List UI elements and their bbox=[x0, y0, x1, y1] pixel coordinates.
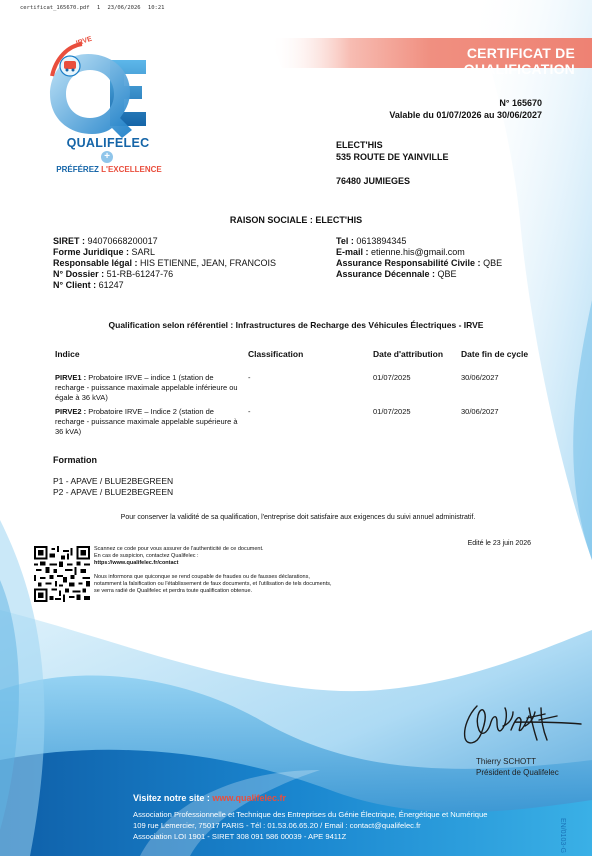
footer-line: Association Professionnelle et Technique des Entreprises du Génie Électrique, Énergétique et Numérique bbox=[133, 810, 488, 819]
qualification-table bbox=[55, 349, 555, 441]
info-label: Tel : bbox=[336, 236, 357, 246]
info-client bbox=[53, 280, 276, 291]
cell-fin: 30/06/2027 bbox=[461, 373, 499, 382]
footer-line: Association LOI 1901 - SIRET 308 091 586 00039 - APE 9411Z bbox=[133, 832, 347, 841]
table-row bbox=[55, 407, 555, 441]
info-tel bbox=[336, 236, 502, 247]
info-value: 94070668200017 bbox=[87, 236, 158, 246]
info-responsable bbox=[53, 258, 276, 269]
info-label: Assurance Décennale : bbox=[336, 269, 438, 279]
info-forme-juridique bbox=[53, 247, 276, 258]
info-value: 51-RB-61247-76 bbox=[106, 269, 174, 279]
qr-line: notamment la falsification ou l'établissement de faux documents, et l'utilisation de tels documents, bbox=[94, 581, 332, 587]
info-value: SARL bbox=[131, 247, 156, 257]
qr-explanation bbox=[94, 546, 414, 595]
certificate-validity: Valable du 01/07/2026 au 30/06/2027 bbox=[389, 110, 542, 120]
info-email bbox=[336, 247, 502, 258]
formation-item: P2 - APAVE / BLUE2BEGREEN bbox=[53, 487, 174, 497]
document-reference: EN/0103-G bbox=[559, 818, 566, 854]
info-value: QBE bbox=[437, 269, 457, 279]
column-header: Indice bbox=[55, 349, 80, 359]
info-value: HIS ETIENNE, JEAN, FRANCOIS bbox=[140, 258, 277, 268]
address-company: ELECT'HIS bbox=[336, 140, 383, 150]
info-dossier bbox=[53, 269, 276, 280]
qr-line: En cas de suspicion, contactez Qualifelec : bbox=[94, 553, 199, 559]
raison-sociale: RAISON SOCIALE : ELECT'HIS bbox=[229, 215, 363, 225]
suivi-notice: Pour conserver la validité de sa qualification, l'entreprise doit satisfaire aux exigences du suivi annuel administratif. bbox=[120, 514, 476, 521]
pdf-print-header bbox=[20, 5, 164, 11]
signer-name: Thierry SCHOTT bbox=[476, 757, 536, 766]
cell-indice bbox=[55, 373, 240, 403]
info-assurance-decennale bbox=[336, 269, 502, 280]
qr-line: se verra radié de Qualifelec et perdra toute qualification obtenue. bbox=[94, 588, 253, 594]
info-label: Responsable légal : bbox=[53, 258, 141, 268]
cell-classification: - bbox=[248, 373, 251, 382]
pdf-page-number: 1 bbox=[96, 5, 101, 11]
footer bbox=[133, 793, 487, 842]
pdf-print-date: 23/06/2026 bbox=[107, 5, 141, 11]
formation-title: Formation bbox=[53, 455, 97, 465]
visit-label: Visitez notre site : bbox=[133, 793, 213, 803]
qr-line: Nous informons que quiconque se rend coupable de fraudes ou de fausses déclarations, bbox=[94, 574, 310, 580]
tagline-prefix: PRÉFÉREZ bbox=[56, 165, 99, 174]
company-address bbox=[336, 139, 449, 187]
info-label: Assurance Responsabilité Civile : bbox=[336, 258, 484, 268]
indice-description: Probatoire IRVE – indice 1 (station de recharge - puissance maximale appelable inférieure ou égale à 36 kVA) bbox=[55, 373, 238, 402]
pdf-filename: certificat_165670.pdf bbox=[20, 5, 90, 11]
cell-indice bbox=[55, 407, 240, 437]
formation-list bbox=[53, 476, 173, 498]
signature-icon bbox=[455, 700, 585, 750]
visit-site bbox=[133, 793, 487, 804]
brand-name: QUALIFELEC bbox=[66, 136, 150, 150]
table-header bbox=[55, 349, 555, 367]
qr-line: Scannez ce code pour vous assurer de l'authenticité de ce document. bbox=[94, 546, 264, 552]
site-link[interactable]: www.qualifelec.fr bbox=[212, 793, 287, 803]
info-label: N° Client : bbox=[53, 280, 99, 290]
formation-item: P1 - APAVE / BLUE2BEGREEN bbox=[53, 476, 174, 486]
indice-code: PIRVE1 : bbox=[55, 373, 87, 382]
column-header: Date d'attribution bbox=[373, 349, 444, 359]
indice-code: PIRVE2 : bbox=[55, 407, 87, 416]
signer-block bbox=[476, 756, 559, 778]
info-value: etienne.his@gmail.com bbox=[371, 247, 465, 257]
irve-badge: IRVE bbox=[75, 35, 93, 48]
tagline-highlight: L'EXCELLENCE bbox=[101, 165, 162, 174]
info-assurance-rc bbox=[336, 258, 502, 269]
pdf-print-time: 10:21 bbox=[147, 5, 165, 11]
signer-role: Président de Qualifelec bbox=[476, 768, 559, 777]
certificate-number: N° 165670 bbox=[499, 98, 542, 108]
company-info-left bbox=[53, 236, 276, 291]
cell-attribution: 01/07/2025 bbox=[373, 373, 411, 382]
plus-icon: + bbox=[101, 151, 113, 163]
qr-code-icon[interactable] bbox=[34, 546, 90, 602]
indice-description: Probatoire IRVE – Indice 2 (station de recharge - puissance maximale appelable supérieure à 36 kVA) bbox=[55, 407, 238, 436]
contact-link[interactable]: https://www.qualifelec.fr/contact bbox=[94, 560, 179, 566]
info-value: 0613894345 bbox=[356, 236, 407, 246]
info-label: SIRET : bbox=[53, 236, 88, 246]
info-value: QBE bbox=[483, 258, 503, 268]
cell-fin: 30/06/2027 bbox=[461, 407, 499, 416]
address-street: 535 ROUTE DE YAINVILLE bbox=[336, 152, 449, 162]
cell-classification: - bbox=[248, 407, 251, 416]
certificate-title: CERTIFICAT DE QUALIFICATION bbox=[463, 45, 575, 77]
footer-line: 109 rue Lemercier, 75017 PARIS - Tél : 01.53.06.65.20 / Email : contact@qualifelec.fr bbox=[133, 821, 421, 830]
certificate-info bbox=[389, 97, 542, 121]
edited-date: Edité le 23 juin 2026 bbox=[467, 540, 531, 547]
info-label: E-mail : bbox=[336, 247, 372, 257]
column-header: Date fin de cycle bbox=[461, 349, 529, 359]
table-row bbox=[55, 373, 555, 407]
qualification-title: Qualification selon référentiel : Infrastructures de Recharge des Véhicules Électriques - IRVE bbox=[108, 320, 484, 330]
column-header: Classification bbox=[248, 349, 304, 359]
company-info-right bbox=[336, 236, 502, 280]
cell-attribution: 01/07/2025 bbox=[373, 407, 411, 416]
brand-tagline bbox=[53, 165, 165, 174]
info-value: 61247 bbox=[98, 280, 124, 290]
info-siret bbox=[53, 236, 276, 247]
info-label: Forme Juridique : bbox=[53, 247, 132, 257]
address-city: 76480 JUMIEGES bbox=[336, 176, 411, 186]
info-label: N° Dossier : bbox=[53, 269, 107, 279]
